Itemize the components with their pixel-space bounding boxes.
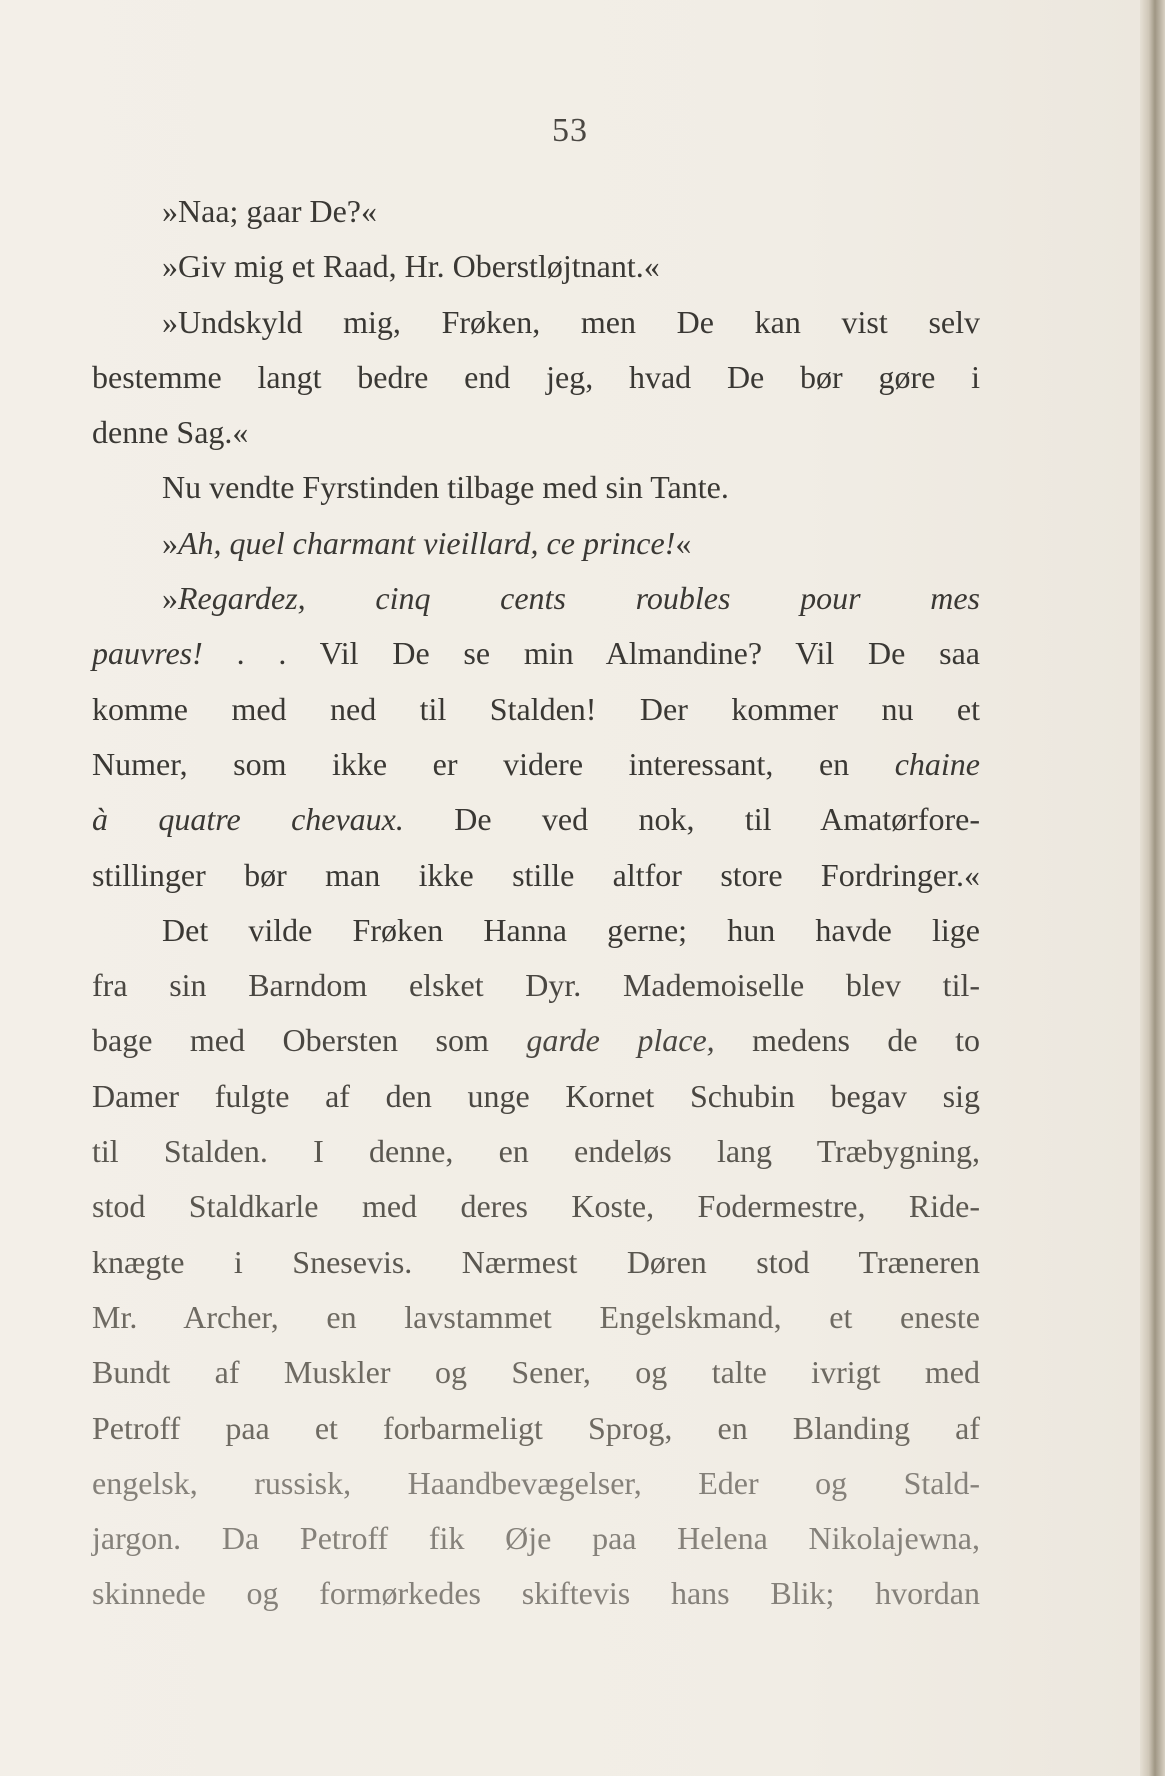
text-segment: . . Vil De se min Almandine? Vil De saa: [202, 635, 980, 672]
text-segment: »: [162, 580, 178, 617]
text-segment: knægte i Snesevis. Nærmest Døren stod Træneren: [92, 1243, 980, 1280]
text-line: [92, 626, 980, 681]
italic-text-segment: pauvres!: [92, 635, 203, 672]
text-segment: Nu vendte Fyrstinden tilbage med sin Tante.: [162, 469, 729, 506]
text-segment: til Stalden. I denne, en endeløs lang Træbygning,: [92, 1133, 980, 1170]
text-line: [92, 682, 980, 737]
book-binding-edge: [1140, 0, 1165, 1776]
text-line: [92, 1290, 980, 1345]
text-line: [92, 1013, 980, 1068]
text-segment: engelsk, russisk, Haandbevægelser, Eder og Stald-: [92, 1464, 980, 1501]
text-segment: Petroff paa et forbarmeligt Sprog, en Blanding af: [92, 1409, 980, 1446]
text-line: [92, 1124, 980, 1179]
text-line: [92, 295, 980, 350]
text-segment: skinnede og formørkedes skiftevis hans Blik; hvordan: [92, 1575, 980, 1612]
text-line: [92, 792, 980, 847]
text-segment: Det vilde Frøken Hanna gerne; hun havde lige: [162, 911, 980, 948]
italic-text-segment: Regardez, cinq cents roubles pour mes: [178, 580, 980, 617]
text-segment: »: [162, 524, 178, 561]
text-line: [92, 239, 980, 294]
text-line: [92, 1566, 980, 1621]
text-segment: Numer, som ikke er videre interessant, en: [92, 745, 895, 782]
text-segment: jargon. Da Petroff fik Øje paa Helena Nikolajewna,: [92, 1520, 980, 1557]
italic-text-segment: chaine: [894, 745, 980, 782]
text-segment: Damer fulgte af den unge Kornet Schubin begav sig: [92, 1077, 980, 1114]
text-line: [92, 571, 980, 626]
text-line: [92, 737, 980, 792]
text-segment: Mr. Archer, en lavstammet Engelskmand, et eneste: [92, 1298, 980, 1335]
body-text: [92, 184, 980, 1622]
text-line: [92, 405, 980, 460]
page-number: 53: [552, 112, 588, 149]
text-line: [92, 1235, 980, 1290]
text-line: [92, 1456, 980, 1511]
text-segment: bage med Obersten som: [92, 1022, 527, 1059]
text-segment: fra sin Barndom elsket Dyr. Mademoiselle blev til-: [92, 967, 980, 1004]
text-segment: »Naa; gaar De?«: [162, 193, 377, 229]
text-segment: Bundt af Muskler og Sener, og talte ivrigt med: [92, 1354, 980, 1391]
text-segment: stillinger bør man ikke stille altfor store Fordringer.«: [92, 856, 980, 893]
text-line: [92, 1401, 980, 1456]
text-line: [92, 903, 980, 958]
text-segment: denne Sag.«: [92, 414, 249, 451]
text-segment: De ved nok, til Amatørfore-: [403, 801, 981, 838]
italic-text-segment: Ah, quel charmant vieillard, ce prince!: [178, 524, 676, 561]
text-segment: medens de to: [714, 1022, 981, 1059]
text-line: [92, 516, 980, 571]
text-segment: bestemme langt bedre end jeg, hvad De bør gøre i: [92, 358, 980, 395]
text-segment: stod Staldkarle med deres Koste, Fodermestre, Ride-: [92, 1188, 980, 1225]
text-line: [92, 460, 980, 515]
text-segment: »Giv mig et Raad, Hr. Oberstløjtnant.«: [162, 248, 660, 285]
italic-text-segment: garde place,: [526, 1022, 715, 1059]
text-line: [92, 184, 980, 239]
text-line: [92, 1179, 980, 1234]
text-segment: «: [675, 524, 692, 561]
italic-text-segment: à quatre chevaux.: [92, 801, 404, 838]
text-line: [92, 1345, 980, 1400]
text-segment: komme med ned til Stalden! Der kommer nu et: [92, 690, 980, 727]
text-line: [92, 350, 980, 405]
text-line: [92, 848, 980, 903]
text-line: [92, 1511, 980, 1566]
text-segment: »Undskyld mig, Frøken, men De kan vist selv: [162, 303, 980, 340]
text-line: [92, 958, 980, 1013]
text-line: [92, 1069, 980, 1124]
